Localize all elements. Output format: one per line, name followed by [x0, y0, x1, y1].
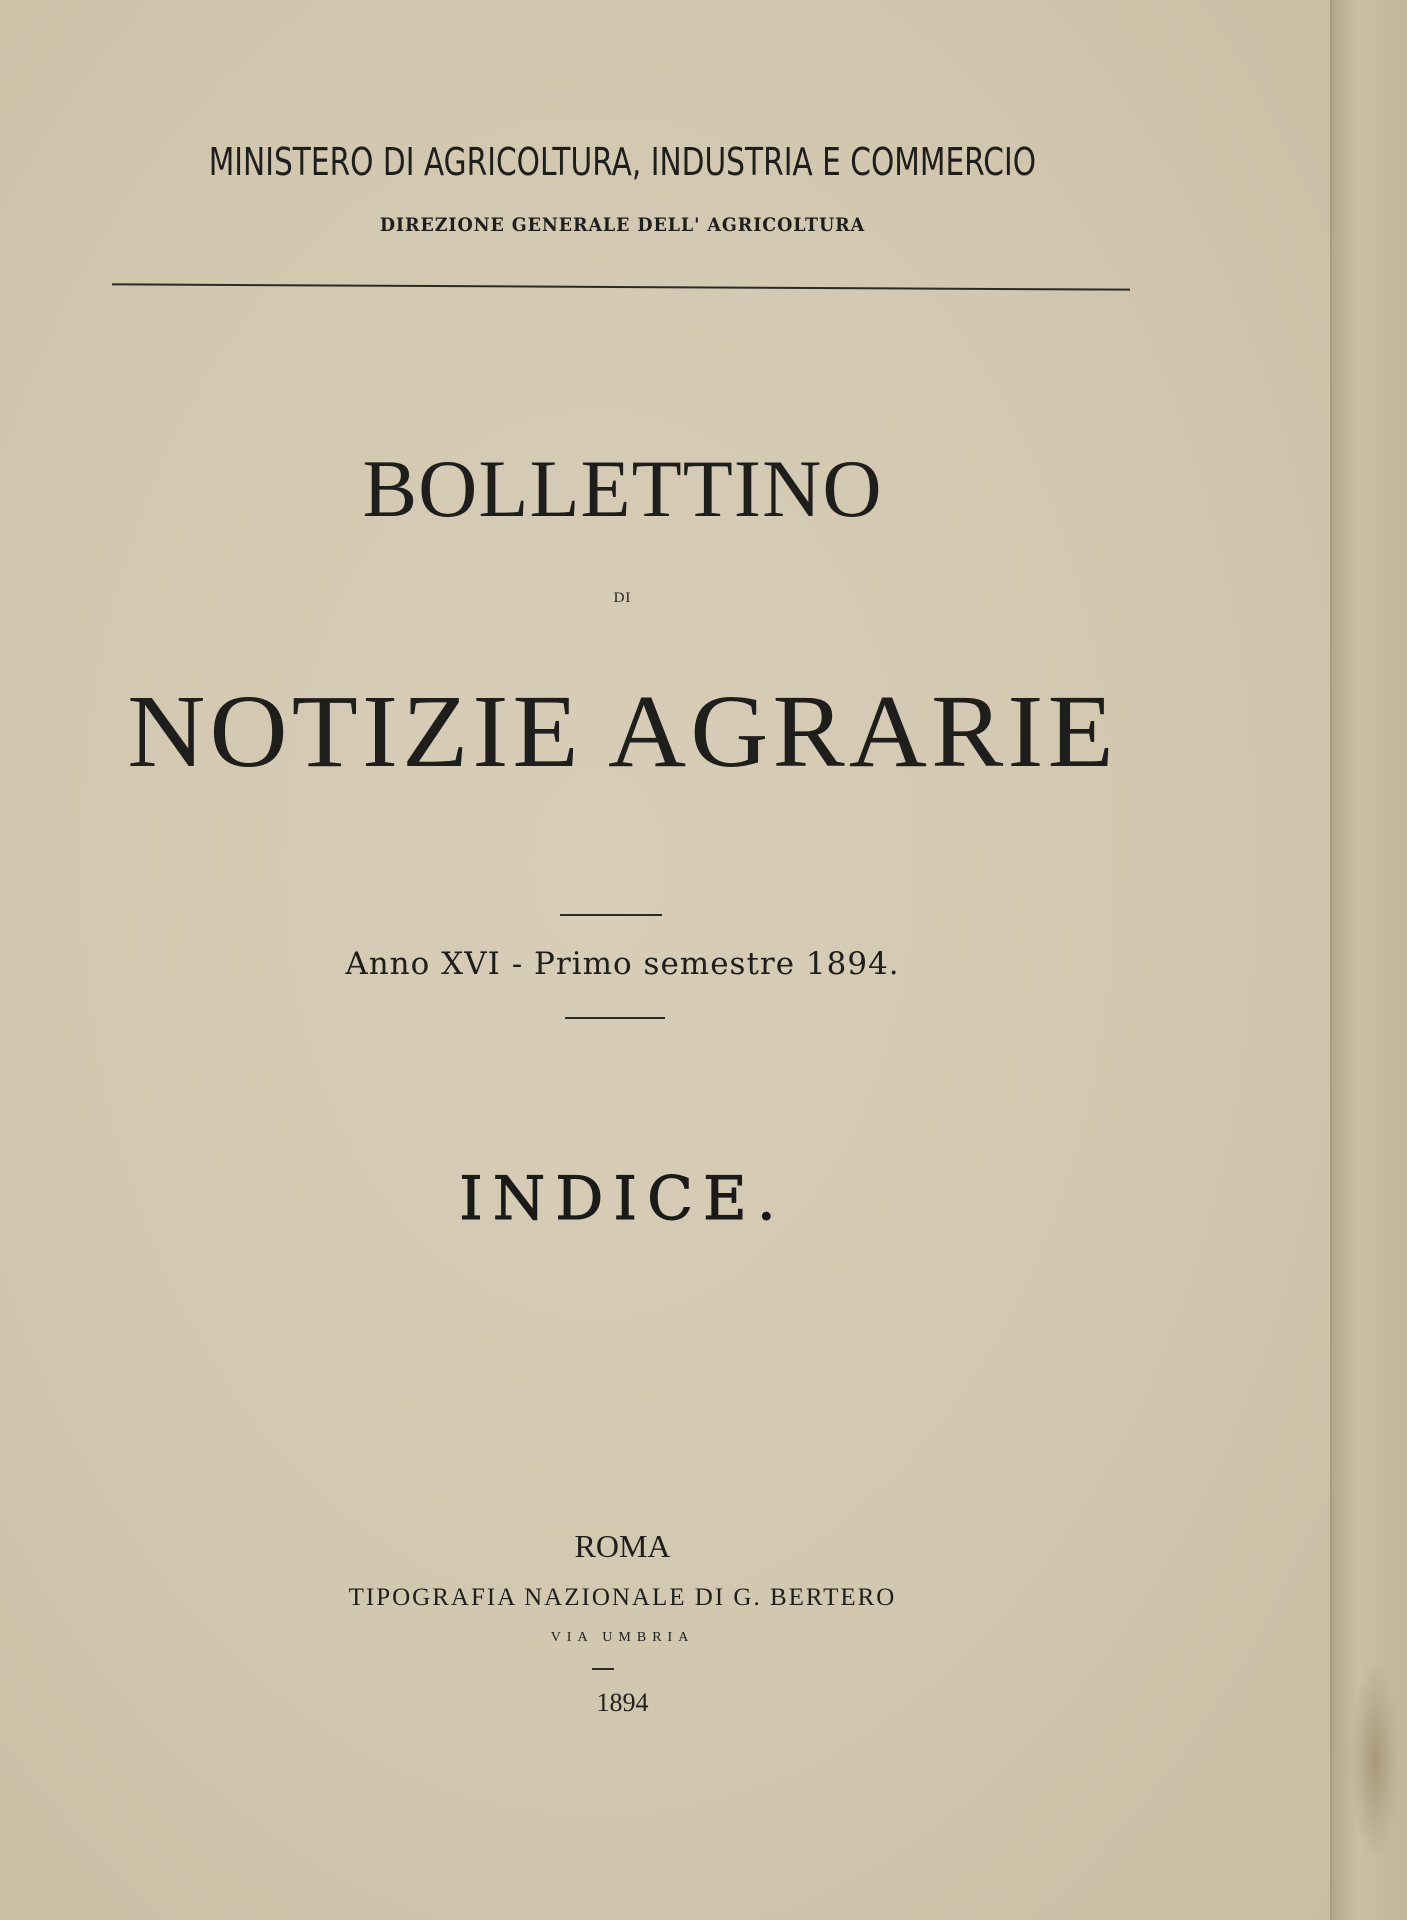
imprint-dash: [592, 1668, 614, 1670]
edge-stain: [1350, 1660, 1400, 1860]
section-indice: INDICE.: [459, 1164, 786, 1234]
imprint-printer: TIPOGRAFIA NAZIONALE DI G. BERTERO: [348, 1584, 897, 1611]
title-connector: DI: [613, 590, 632, 606]
title-bollettino: BOLLETTINO: [362, 443, 883, 534]
issue-line: Anno XVI - Primo semestre 1894.: [345, 946, 900, 982]
imprint-city: ROMA: [574, 1528, 671, 1564]
page-edge: [1330, 0, 1407, 1920]
title-notizie-agrarie: NOTIZIE AGRARIE: [127, 674, 1118, 789]
ministry-heading: MINISTERO DI AGRICOLTURA, INDUSTRIA E COMMERCIO: [208, 140, 1037, 184]
header-rule: [112, 283, 1130, 290]
issue-rule-bottom: [565, 1017, 665, 1019]
issue-rule-top: [560, 914, 662, 916]
imprint-street: VIA UMBRIA: [550, 1630, 695, 1645]
direction-heading: DIREZIONE GENERALE DELL' AGRICOLTURA: [379, 214, 866, 236]
imprint-year: 1894: [596, 1688, 649, 1717]
